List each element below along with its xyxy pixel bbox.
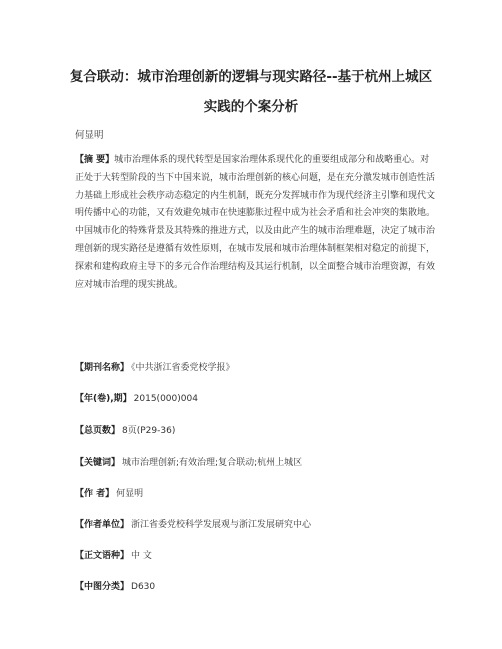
abstract-text: 城市治理体系的现代转型是国家治理体系现代化的重要组成部分和战略重心。对正处于大转型阶段的当下中国来说，城市治理创新的核心问题，是在充分激发城市创造性活力基础上形成社会秩序动态稳定的内生机制，既充分发挥城市作为现代经济主引擎和现代文明传播中心的功能，又有效避免城市在快速膨胀过程中成为社会矛盾和社会冲突的集散地。中国城市化的特殊背景及其特殊的推进方式，以及由此产生的城市治理难题，决定了城市治理创新的现实路径是遵循有效性原则，在城市发展和城市治理体制框架相对稳定的前提下，探索和建构政府主导下的多元合作治理结构及其运行机制，以全面整合城市治理资源，有效应对城市治理的现实挑战。 bbox=[75, 155, 436, 290]
field-journal-name bbox=[75, 360, 235, 373]
field-label: 【作 者】 bbox=[75, 489, 115, 499]
field-keywords bbox=[75, 455, 302, 468]
field-author-affiliation bbox=[75, 517, 311, 530]
field-label: 【作者单位】 bbox=[75, 520, 130, 530]
field-total-pages bbox=[75, 423, 175, 436]
field-value: 8页(P29-36) bbox=[122, 426, 176, 436]
field-author bbox=[75, 486, 143, 499]
document-title-line-1: 复合联动：城市治理创新的逻辑与现实路径--基于杭州上城区 bbox=[69, 69, 433, 85]
field-value: 浙江省委党校科学发展观与浙江发展研究中心 bbox=[131, 520, 312, 530]
document-title-line-2: 实践的个案分析 bbox=[203, 99, 299, 115]
field-year-volume-issue bbox=[75, 391, 198, 404]
field-label: 【关键词】 bbox=[75, 458, 121, 468]
field-label: 【正文语种】 bbox=[75, 551, 130, 561]
field-label: 【年(卷),期】 bbox=[75, 394, 132, 404]
field-label: 【总页数】 bbox=[75, 426, 121, 436]
author-name: 何显明 bbox=[75, 130, 104, 141]
field-value: 2015(000)004 bbox=[133, 394, 198, 404]
field-value: 城市治理创新;有效治理;复合联动;杭州上城区 bbox=[122, 458, 303, 468]
field-value: D630 bbox=[131, 582, 156, 592]
field-value: 《中共浙江省委党校学报》 bbox=[131, 363, 235, 373]
field-classification bbox=[75, 579, 155, 592]
field-label: 【中图分类】 bbox=[75, 582, 130, 592]
field-value: 何显明 bbox=[116, 489, 144, 499]
field-language bbox=[75, 548, 152, 561]
abstract-label: 【摘 要】 bbox=[75, 155, 115, 165]
abstract-paragraph bbox=[75, 152, 435, 294]
field-label: 【期刊名称】 bbox=[75, 363, 130, 373]
field-value: 中 文 bbox=[131, 551, 152, 561]
